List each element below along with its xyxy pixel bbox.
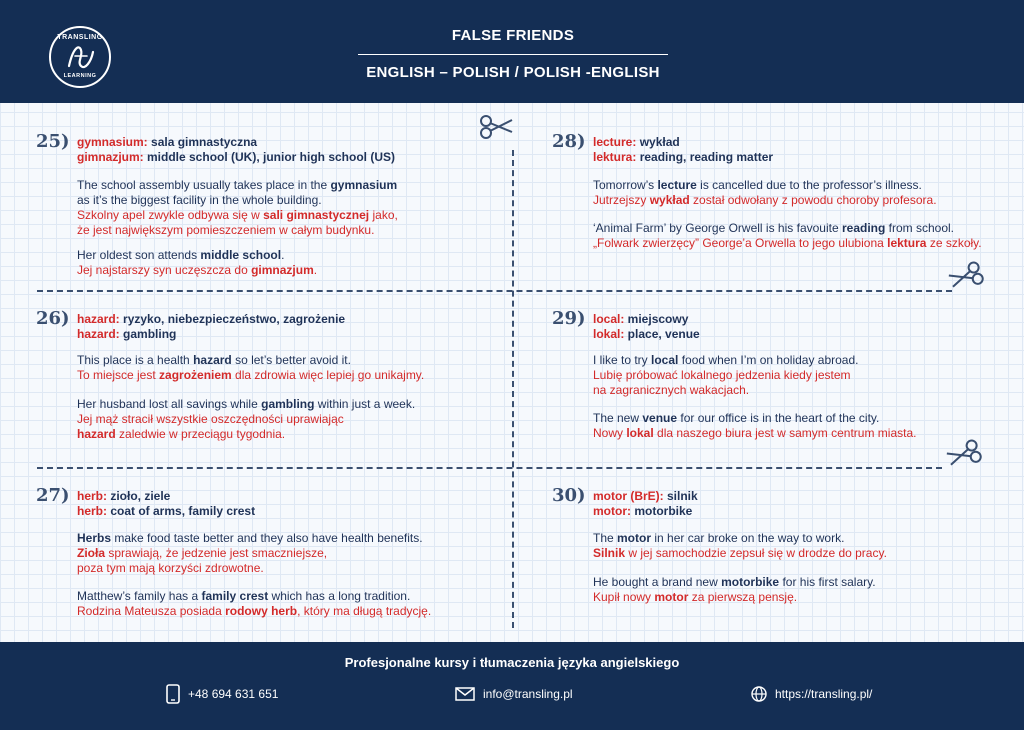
example-text: To miejsce jest <box>77 368 160 382</box>
scissors-icon <box>940 434 985 473</box>
highlight-word: reading <box>841 221 886 235</box>
horizontal-cut-line-2 <box>37 467 942 469</box>
example-text: został odwołany z powodu choroby profesora. <box>689 193 937 207</box>
example-text: make food taste better and they also have health benefits. <box>111 531 423 545</box>
definitions <box>77 312 345 342</box>
example-text: Tomorrow’s <box>593 178 658 192</box>
example-text: The school assembly usually takes place in the <box>77 178 331 192</box>
meaning: reading, reading matter <box>636 150 774 164</box>
term: lecture: <box>593 135 637 149</box>
scissors-icon <box>478 112 516 140</box>
term: herb: <box>77 504 107 518</box>
example-text: poza tym mają korzyści zdrowotne. <box>77 561 264 575</box>
definition-row <box>593 504 698 519</box>
example-text: „Folwark zwierzęcy” George’a Orwella to jego ulubiona <box>593 236 888 250</box>
example-text: na zagranicznych wakacjach. <box>593 383 750 397</box>
example-text: sprawiają, że jedzenie jest smaczniejsze, <box>105 546 328 560</box>
definition-row <box>593 327 700 342</box>
example-text: jako, <box>369 208 398 222</box>
website-url: https://transling.pl/ <box>775 687 873 701</box>
highlight-word: local <box>651 353 679 367</box>
definition-row <box>77 327 345 342</box>
term: motor: <box>593 504 631 518</box>
example-text: Szkolny apel zwykle odbywa się w <box>77 208 264 222</box>
highlight-word: gymnasium <box>330 178 398 192</box>
highlight-word: hazard <box>77 427 116 441</box>
example-text: dla zdrowia więc lepiej go unikajmy. <box>231 368 425 382</box>
meaning: place, venue <box>624 327 700 341</box>
example-text: The <box>593 531 618 545</box>
polish-example-line <box>593 193 937 208</box>
example-text: so let’s better avoid it. <box>231 353 351 367</box>
header <box>0 0 1024 103</box>
card-number: 25) <box>36 131 70 152</box>
polish-example-line <box>77 263 317 278</box>
definition-row <box>77 489 255 504</box>
contact-email[interactable] <box>455 684 573 704</box>
polish-example-line <box>593 546 887 561</box>
meaning: gambling <box>119 327 177 341</box>
example-text: food when I’m on holiday abroad. <box>678 353 859 367</box>
definitions <box>77 135 395 165</box>
highlight-word: motor <box>617 531 652 545</box>
card-number: 26) <box>36 308 70 329</box>
polish-example-line <box>77 412 415 427</box>
example-text: za pierwszą pensję. <box>688 590 798 604</box>
example-block <box>77 589 431 619</box>
polish-example-line <box>77 546 423 561</box>
phone-icon <box>166 684 180 704</box>
highlight-word: Silnik <box>593 546 626 560</box>
logo-text-top: TRANSLING <box>57 34 103 41</box>
definition-row <box>593 135 773 150</box>
polish-example-line <box>77 427 415 442</box>
example-text: ‘Animal Farm’ by George Orwell is his favouite <box>593 221 842 235</box>
example-text: . <box>313 263 318 277</box>
example-block <box>593 178 937 208</box>
english-example-line <box>77 193 398 208</box>
example-text: Her oldest son attends <box>77 248 201 262</box>
example-text: Rodzina Mateusza posiada <box>77 604 226 618</box>
card-number: 28) <box>552 131 586 152</box>
footer <box>0 642 1024 730</box>
example-text: Matthew’s family has a <box>77 589 202 603</box>
meaning: miejscowy <box>624 312 689 326</box>
example-block <box>77 178 398 238</box>
example-text: Jej mąż stracił wszystkie oszczędności uprawiając <box>77 412 344 426</box>
example-text: The new <box>593 411 643 425</box>
english-example-line <box>593 575 876 590</box>
envelope-icon <box>455 687 475 701</box>
example-text: zaledwie w przeciągu tygodnia. <box>115 427 286 441</box>
example-block <box>593 411 916 441</box>
card-number: 30) <box>552 485 586 506</box>
footer-tagline: Profesjonalne kursy i tłumaczenia języka angielskiego <box>344 655 680 670</box>
definition-row <box>77 504 255 519</box>
header-divider <box>358 54 668 55</box>
email-address: info@transling.pl <box>483 687 573 701</box>
meaning: sala gimnastyczna <box>147 135 258 149</box>
meaning: motorbike <box>631 504 693 518</box>
english-example-line <box>593 178 937 193</box>
highlight-word: gimnazjum <box>251 263 314 277</box>
phone-number: +48 694 631 651 <box>188 687 279 701</box>
example-block <box>593 575 876 605</box>
definitions <box>593 489 698 519</box>
english-example-line <box>593 221 982 236</box>
english-example-line <box>77 589 431 604</box>
example-text: Lubię próbować lokalnego jedzenia kiedy jestem <box>593 368 851 382</box>
example-block <box>593 531 887 561</box>
highlight-word: family crest <box>201 589 269 603</box>
example-text: , który ma długą tradycję. <box>297 604 432 618</box>
definitions <box>77 489 255 519</box>
example-text: for our office is in the heart of the city. <box>677 411 880 425</box>
vertical-cut-line <box>512 150 514 628</box>
example-text: is cancelled due to the professor’s illness. <box>696 178 922 192</box>
term: local: <box>593 312 625 326</box>
meaning: coat of arms, family crest <box>107 504 256 518</box>
highlight-word: lektura <box>887 236 927 250</box>
term: gymnasium: <box>77 135 148 149</box>
highlight-word: sali gimnastycznej <box>263 208 370 222</box>
english-example-line <box>77 531 423 546</box>
english-example-line <box>593 411 916 426</box>
example-text: . <box>281 248 285 262</box>
example-text: dla naszego biura jest w samym centrum miasta. <box>653 426 917 440</box>
polish-example-line <box>77 208 398 223</box>
transling-logo[interactable] <box>49 26 111 88</box>
scissors-icon <box>942 256 987 295</box>
example-text: I like to try <box>593 353 652 367</box>
example-text: in her car broke on the way to work. <box>651 531 845 545</box>
highlight-word: Herbs <box>77 531 112 545</box>
example-text: which has a long tradition. <box>268 589 411 603</box>
term: hazard: <box>77 312 120 326</box>
example-text: This place is a health <box>77 353 194 367</box>
example-text: He bought a brand new <box>593 575 722 589</box>
english-example-line <box>77 353 424 368</box>
definition-row <box>77 312 345 327</box>
polish-example-line <box>77 223 398 238</box>
highlight-word: wykład <box>649 193 690 207</box>
example-block <box>77 248 317 278</box>
example-block <box>593 221 982 251</box>
polish-example-line <box>77 604 431 619</box>
definition-row <box>593 312 700 327</box>
term: hazard: <box>77 327 120 341</box>
card-number: 27) <box>36 485 70 506</box>
meaning: zioło, ziele <box>107 489 171 503</box>
highlight-word: gambling <box>261 397 315 411</box>
example-text: for his first salary. <box>779 575 876 589</box>
example-text: Kupił nowy <box>593 590 655 604</box>
logo-text-bottom: LEARNING <box>63 73 97 79</box>
example-block <box>593 353 859 398</box>
polish-example-line <box>593 368 859 383</box>
english-example-line <box>77 178 398 193</box>
highlight-word: motor <box>654 590 689 604</box>
highlight-word: venue <box>642 411 678 425</box>
example-text: Her husband lost all savings while <box>77 397 262 411</box>
meaning: ryzyko, niebezpieczeństwo, zagrożenie <box>119 312 346 326</box>
meaning: wykład <box>636 135 680 149</box>
english-example-line <box>593 531 887 546</box>
polish-example-line <box>593 383 859 398</box>
card-number: 29) <box>552 308 586 329</box>
example-text: as it’s the biggest facility in the whole building. <box>77 193 322 207</box>
meaning: silnik <box>663 489 698 503</box>
english-example-line <box>593 353 859 368</box>
highlight-word: zagrożeniem <box>159 368 232 382</box>
english-example-line <box>77 397 415 412</box>
highlight-word: middle school <box>200 248 282 262</box>
page-subtitle: ENGLISH – POLISH / POLISH -ENGLISH <box>366 64 660 81</box>
example-text: within just a week. <box>314 397 416 411</box>
definition-row <box>593 489 698 504</box>
contact-phone[interactable] <box>166 684 278 704</box>
example-block <box>77 353 424 383</box>
term: motor (BrE): <box>593 489 664 503</box>
term: lokal: <box>593 327 625 341</box>
example-block <box>77 397 415 442</box>
example-text: że jest największym pomieszczeniem w całym budynku. <box>77 223 375 237</box>
english-example-line <box>77 248 317 263</box>
definitions <box>593 312 700 342</box>
highlight-word: hazard <box>193 353 232 367</box>
highlight-word: lecture <box>657 178 697 192</box>
highlight-word: motorbike <box>721 575 780 589</box>
example-block <box>77 531 423 576</box>
example-text: Nowy <box>593 426 627 440</box>
meaning: middle school (UK), junior high school (US) <box>143 150 395 164</box>
example-text: Jej najstarszy syn uczęszcza do <box>77 263 252 277</box>
definition-row <box>77 135 395 150</box>
polish-example-line <box>593 236 982 251</box>
example-text: from school. <box>885 221 955 235</box>
example-text: Jutrzejszy <box>593 193 650 207</box>
definitions <box>593 135 773 165</box>
globe-icon <box>751 686 767 702</box>
highlight-word: Zioła <box>77 546 106 560</box>
term: lektura: <box>593 150 637 164</box>
example-text: w jej samochodzie zepsuł się w drodze do pracy. <box>625 546 887 560</box>
term: gimnazjum: <box>77 150 144 164</box>
polish-example-line <box>77 368 424 383</box>
definition-row <box>593 150 773 165</box>
definition-row <box>77 150 395 165</box>
polish-example-line <box>593 590 876 605</box>
term: herb: <box>77 489 107 503</box>
page-title: FALSE FRIENDS <box>451 27 575 44</box>
example-text: ze szkoły. <box>926 236 982 250</box>
polish-example-line <box>77 561 423 576</box>
highlight-word: rodowy herb <box>225 604 298 618</box>
polish-example-line <box>593 426 916 441</box>
highlight-word: lokal <box>626 426 654 440</box>
contact-website[interactable] <box>751 684 872 704</box>
horizontal-cut-line-1 <box>37 290 952 292</box>
